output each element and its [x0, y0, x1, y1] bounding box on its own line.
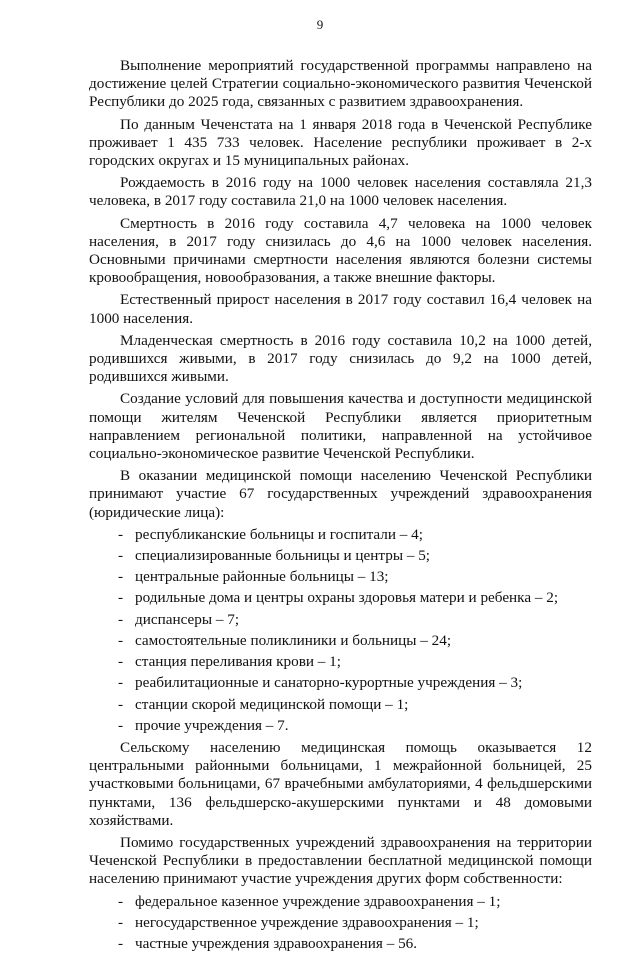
paragraph-infant-mortality: Младенческая смертность в 2016 году составила 10,2 на 1000 детей, родившихся живыми, в 2017 году снизилась до 9,2 на 1000 детей, родившихся живыми. [89, 331, 592, 386]
list-dash: - [118, 913, 124, 931]
list-dash: - [118, 934, 124, 952]
list-item: - станции скорой медицинской помощи – 1; [118, 695, 409, 713]
list-item: - родильные дома и центры охраны здоровья матери и ребенка – 2; [118, 589, 559, 607]
list-dash: - [118, 525, 124, 543]
paragraph-other-ownership: Помимо государственных учреждений здравоохранения на территории Чеченской Республики в предоставлении бесплатной медицинской помощи населению принимают участие учреждения других форм собственности: [89, 833, 592, 888]
list-dash: - [118, 674, 124, 692]
list-item: - федеральное казенное учреждение здравоохранения – 1; [118, 892, 501, 910]
list-item: - самостоятельные поликлиники и больницы – 24; [118, 631, 452, 649]
list-item: - центральные районные больницы – 13; [118, 568, 389, 586]
list-dash: - [118, 716, 124, 734]
list-item: - частные учреждения здравоохранения – 56. [118, 934, 418, 952]
paragraph-birth-rate: Рождаемость в 2016 году на 1000 человек населения составляла 21,3 человека, в 2017 году составила 21,0 на 1000 человек населения. [89, 174, 592, 210]
list-dash: - [118, 568, 124, 586]
list-dash: - [118, 695, 124, 713]
paragraph-state-institutions: В оказании медицинской помощи населению Чеченской Республики принимают участие 67 государственных учреждений здравоохранения (юридические лица): [89, 467, 592, 521]
list-dash: - [118, 547, 124, 565]
list-item: - диспансеры – 7; [118, 610, 240, 628]
list-dash: - [118, 610, 124, 628]
other-institutions-list [89, 893, 592, 954]
paragraph-quality-care: Создание условий для повышения качества и доступности медицинской помощи жителям Чеченской Республики является приоритетным направлением региональной политики, направленной на устойчивое социально-экономическое развитие Чеченской Республики. [89, 390, 592, 463]
list-item: - республиканские больницы и госпитали – 4; [118, 525, 423, 543]
paragraph-population: По данным Чеченстата на 1 января 2018 года в Чеченской Республике проживает 1 435 733 человек. Население республики проживает в 2-х городских округах и 15 муниципальных районах. [89, 115, 592, 170]
state-institutions-list [89, 526, 592, 735]
list-dash: - [118, 631, 124, 649]
page-number: 9 [316, 17, 324, 32]
paragraph-natural-growth: Естественный прирост населения в 2017 году составил 16,4 человек на 1000 населения. [89, 291, 592, 327]
list-item: - негосударственное учреждение здравоохранения – 1; [118, 913, 479, 931]
list-item: - прочие учреждения – 7. [118, 716, 289, 734]
paragraph-rural-care: Сельскому населению медицинская помощь оказывается 12 центральными районными больницами, 1 межрайонной больницей, 25 участковыми больницами, 67 врачебными амбулаториями, 4 фельдшерскими пунктами, 136 фельдшерско-акушерскими пунктами и 48 домовыми хозяйствами. [89, 738, 592, 829]
list-dash: - [118, 589, 124, 607]
list-item: - специализированные больницы и центры – 5; [118, 547, 431, 565]
list-item: - реабилитационные и санаторно-курортные учреждения – 3; [118, 674, 523, 692]
paragraph-program-goals: Выполнение мероприятий государственной программы направлено на достижение целей Стратегии социально-экономического развития Чеченской Республики до 2025 года, связанных с развитием здравоохранения. [89, 57, 592, 111]
list-item: - станция переливания крови – 1; [118, 653, 341, 671]
list-dash: - [118, 653, 124, 671]
paragraph-mortality: Смертность в 2016 году составила 4,7 человека на 1000 человек населения, в 2017 году снизилась до 4,6 на 1000 человек населения. Основными причинами смертности населения являются болезни системы кровообращения, новообразования, а также внешние факторы. [89, 214, 592, 287]
document-body [89, 57, 592, 957]
list-dash: - [118, 892, 124, 910]
